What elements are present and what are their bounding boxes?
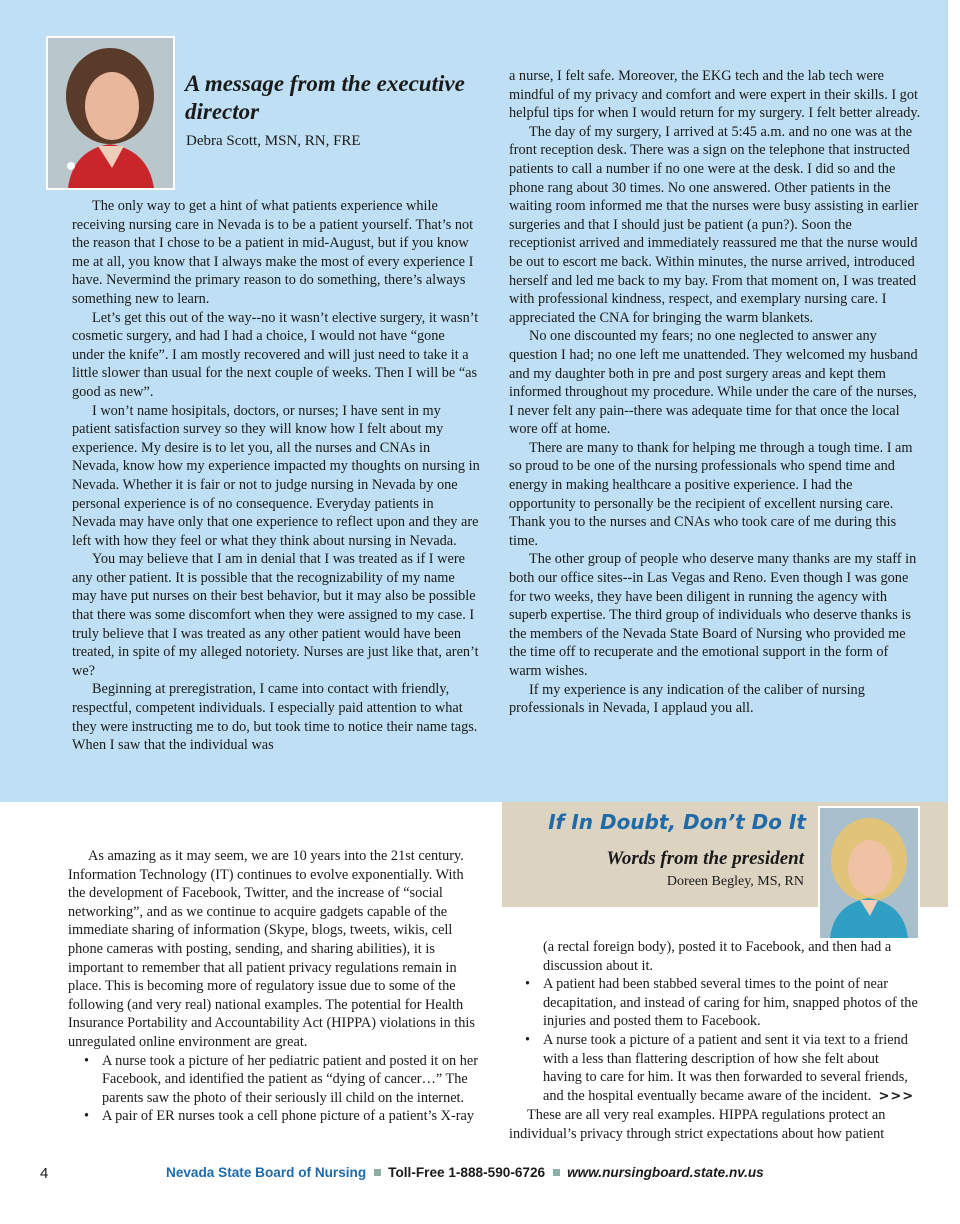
- paragraph: As amazing as it may seem, we are 10 years into the 21st century. Information Technology (IT) continues to evolve exponentially. With the development of Facebook, Twitter, and the increase of “social networking”, and as we continue to acquire gadgets capable of the immediate sharing of information (Skype, blogs, tweets, wikis, cell phone cameras with posting, sending, and sharing abilities), it is important to remember that all patient privacy regulations remain in place. This is becoming more of regulatory issue due to some of the following (and very real) national examples. The potential for Health Insurance Portability and Accountability Act (HIPPA) violations in this unregulated online environment are great.: [68, 848, 475, 1050]
- president-column-left: [68, 847, 478, 1126]
- list-item: • A nurse took a picture of her pediatric patient and posted it on her Facebook, and identified the patient as “dying of cancer…” The parents saw the photo of their seriously ill child on the internet.: [84, 1052, 478, 1106]
- paragraph: These are all very real examples. HIPPA regulations protect an individual’s privacy through strict expectations about how patient: [509, 1107, 886, 1142]
- list-item: • A pair of ER nurses took a cell phone picture of a patient’s X-ray: [84, 1108, 475, 1125]
- paragraph: I won’t name hosipitals, doctors, or nurses; I have sent in my patient satisfaction survey so they will know how I felt about my experience. My desire is to let you, all the nurses and CNAs in Nevada, know how my experience impacted my thoughts on nursing in Nevada. Whether it is fair or not to judge nursing in Nevada by one personal experience is of no consequence. Everyday patients in Nevada may have only that one experience to reflect upon and they are left with how they feel or what they think about nursing in Nevada.: [72, 402, 480, 549]
- bullet-icon: •: [84, 1108, 90, 1125]
- footer-phone: Toll-Free 1-888-590-6726: [388, 1165, 546, 1180]
- executive-director-photo: [46, 36, 175, 190]
- square-separator-icon: [553, 1169, 560, 1176]
- footer-org-name: Nevada State Board of Nursing: [166, 1165, 367, 1180]
- square-separator-icon: [374, 1169, 381, 1176]
- example-list: [68, 1052, 478, 1126]
- president-photo: [818, 806, 920, 940]
- footer-website: www.nursingboard.state.nv.us: [567, 1165, 764, 1180]
- paragraph: The other group of people who deserve many thanks are my staff in both our office sites--in Las Vegas and Reno. Even though I was gone for two weeks, they have been diligent in running the agency with superb expertise. The third group of individuals who deserve thanks is the members of the Nevada State Board of Nursing who provided me the time off to recuperate and the emotional support in the form of warm wishes.: [509, 551, 917, 679]
- president-column-right: [509, 938, 921, 1144]
- president-subtitle: Words from the president: [606, 848, 804, 869]
- list-item: • A nurse took a picture of a patient and sent it via text to a friend with a less than flattering description of how she felt about having to care for him. It was then forwarded to several friends, and the hospital eventually became aware of the incident. >>>: [525, 1031, 915, 1104]
- paragraph-continuation: a nurse, I felt safe. Moreover, the EKG tech and the lab tech were mindful of my privacy and comfort and were expert in their skills. I got helpful tips for when I would return for my surgery. I felt better already.: [509, 68, 921, 122]
- paragraph: If my experience is any indication of the caliber of nursing professionals in Nevada, I applaud you all.: [509, 681, 865, 717]
- executive-byline: Debra Scott, MSN, RN, FRE: [186, 133, 361, 149]
- list-item-continuation: (a rectal foreign body), posted it to Facebook, and then had a discussion about it.: [543, 939, 892, 974]
- continue-arrows: >>>: [878, 1088, 915, 1104]
- president-headline: If In Doubt, Don’t Do It: [548, 810, 806, 834]
- bullet-icon: •: [84, 1052, 90, 1069]
- example-list: [509, 975, 921, 1106]
- paragraph: Let’s get this out of the way--no it wasn’t elective surgery, it wasn’t cosmetic surgery, and had I had a choice, I would not have “gone under the knife”. I am mostly recovered and will just need to take it a little slower than usual for the next couple of weeks. Then I will be “as good as new”.: [72, 309, 479, 400]
- executive-column-right: [509, 67, 921, 718]
- president-byline: Doreen Begley, MS, RN: [666, 874, 804, 889]
- paragraph: The only way to get a hint of what patients experience while receiving nursing care in Nevada is to be a patient yourself. That’s not the reason that I chose to be a patient in mid-August, but if you know me at all, you know that I always make the most of every experience I have. Nevermind the primary reason to do something, there’s always something new to learn.: [72, 198, 474, 307]
- list-item: • A patient had been stabbed several times to the point of near decapitation, and instead of caring for him, snapped photos of the injuries and posted them to Facebook.: [525, 976, 918, 1030]
- executive-title: A message from the executive director: [185, 71, 465, 124]
- bullet-icon: •: [525, 1031, 531, 1048]
- paragraph: No one discounted my fears; no one neglected to answer any question I had; no one left me unattended. They welcomed my husband and my daughter both in pre and post surgery areas and kept them informed throughout my procedure. While under the care of the nurses, I never felt any pain--there was adequate time for that once the local wore off at home.: [509, 328, 918, 438]
- executive-column-left: [72, 197, 480, 755]
- portrait-photo-icon: [820, 808, 918, 938]
- portrait-photo-icon: [48, 38, 173, 188]
- bullet-icon: •: [525, 976, 531, 993]
- paragraph: There are many to thank for helping me through a tough time. I am so proud to be one of the nursing professionals who spend time and energy in making healthcare a positive experience. I had the opportunity to personally be the recipient of excellent nursing care. Thank you to the nurses and CNAs who took care of me during this time.: [509, 439, 913, 549]
- page-number: 4: [40, 1165, 49, 1182]
- footer-bar: [166, 1165, 806, 1180]
- paragraph: You may believe that I am in denial that I was treated as if I were any other patient. It is possible that the recognizability of my name may have put nurses on their best behavior, but it may also be possible that there was some discomfort when they were assigned to my case. I truly believe that I was treated as any other patient would have been treated, in spite of my alleged notoriety. Nurses are just like that, aren’t we?: [72, 551, 479, 679]
- paragraph: Beginning at preregistration, I came into contact with friendly, respectful, competent individuals. I especially paid attention to what they were instructing me to do, but took time to notice their name tags. When I saw that the individual was: [72, 681, 478, 754]
- paragraph: The day of my surgery, I arrived at 5:45 a.m. and no one was at the front reception desk. There was a sign on the telephone that instructed patients to call a number if no one were at the desk. I did so and the phone rang about 30 times. No one answered. Other patients in the waiting room informed me that the nurses were busy assisting in earlier surgeries and that I should just be patient (a pun?). Soon the receptionist arrived and immediately reassured me that the nurse would be out to escort me back. Within minutes, the nurse arrived, introduced herself and led me back to my bay. From that moment on, I was treated with professional kindness, respect, and exemplary nursing care. I appreciated the CNA for bringing the warm blankets.: [509, 123, 919, 326]
